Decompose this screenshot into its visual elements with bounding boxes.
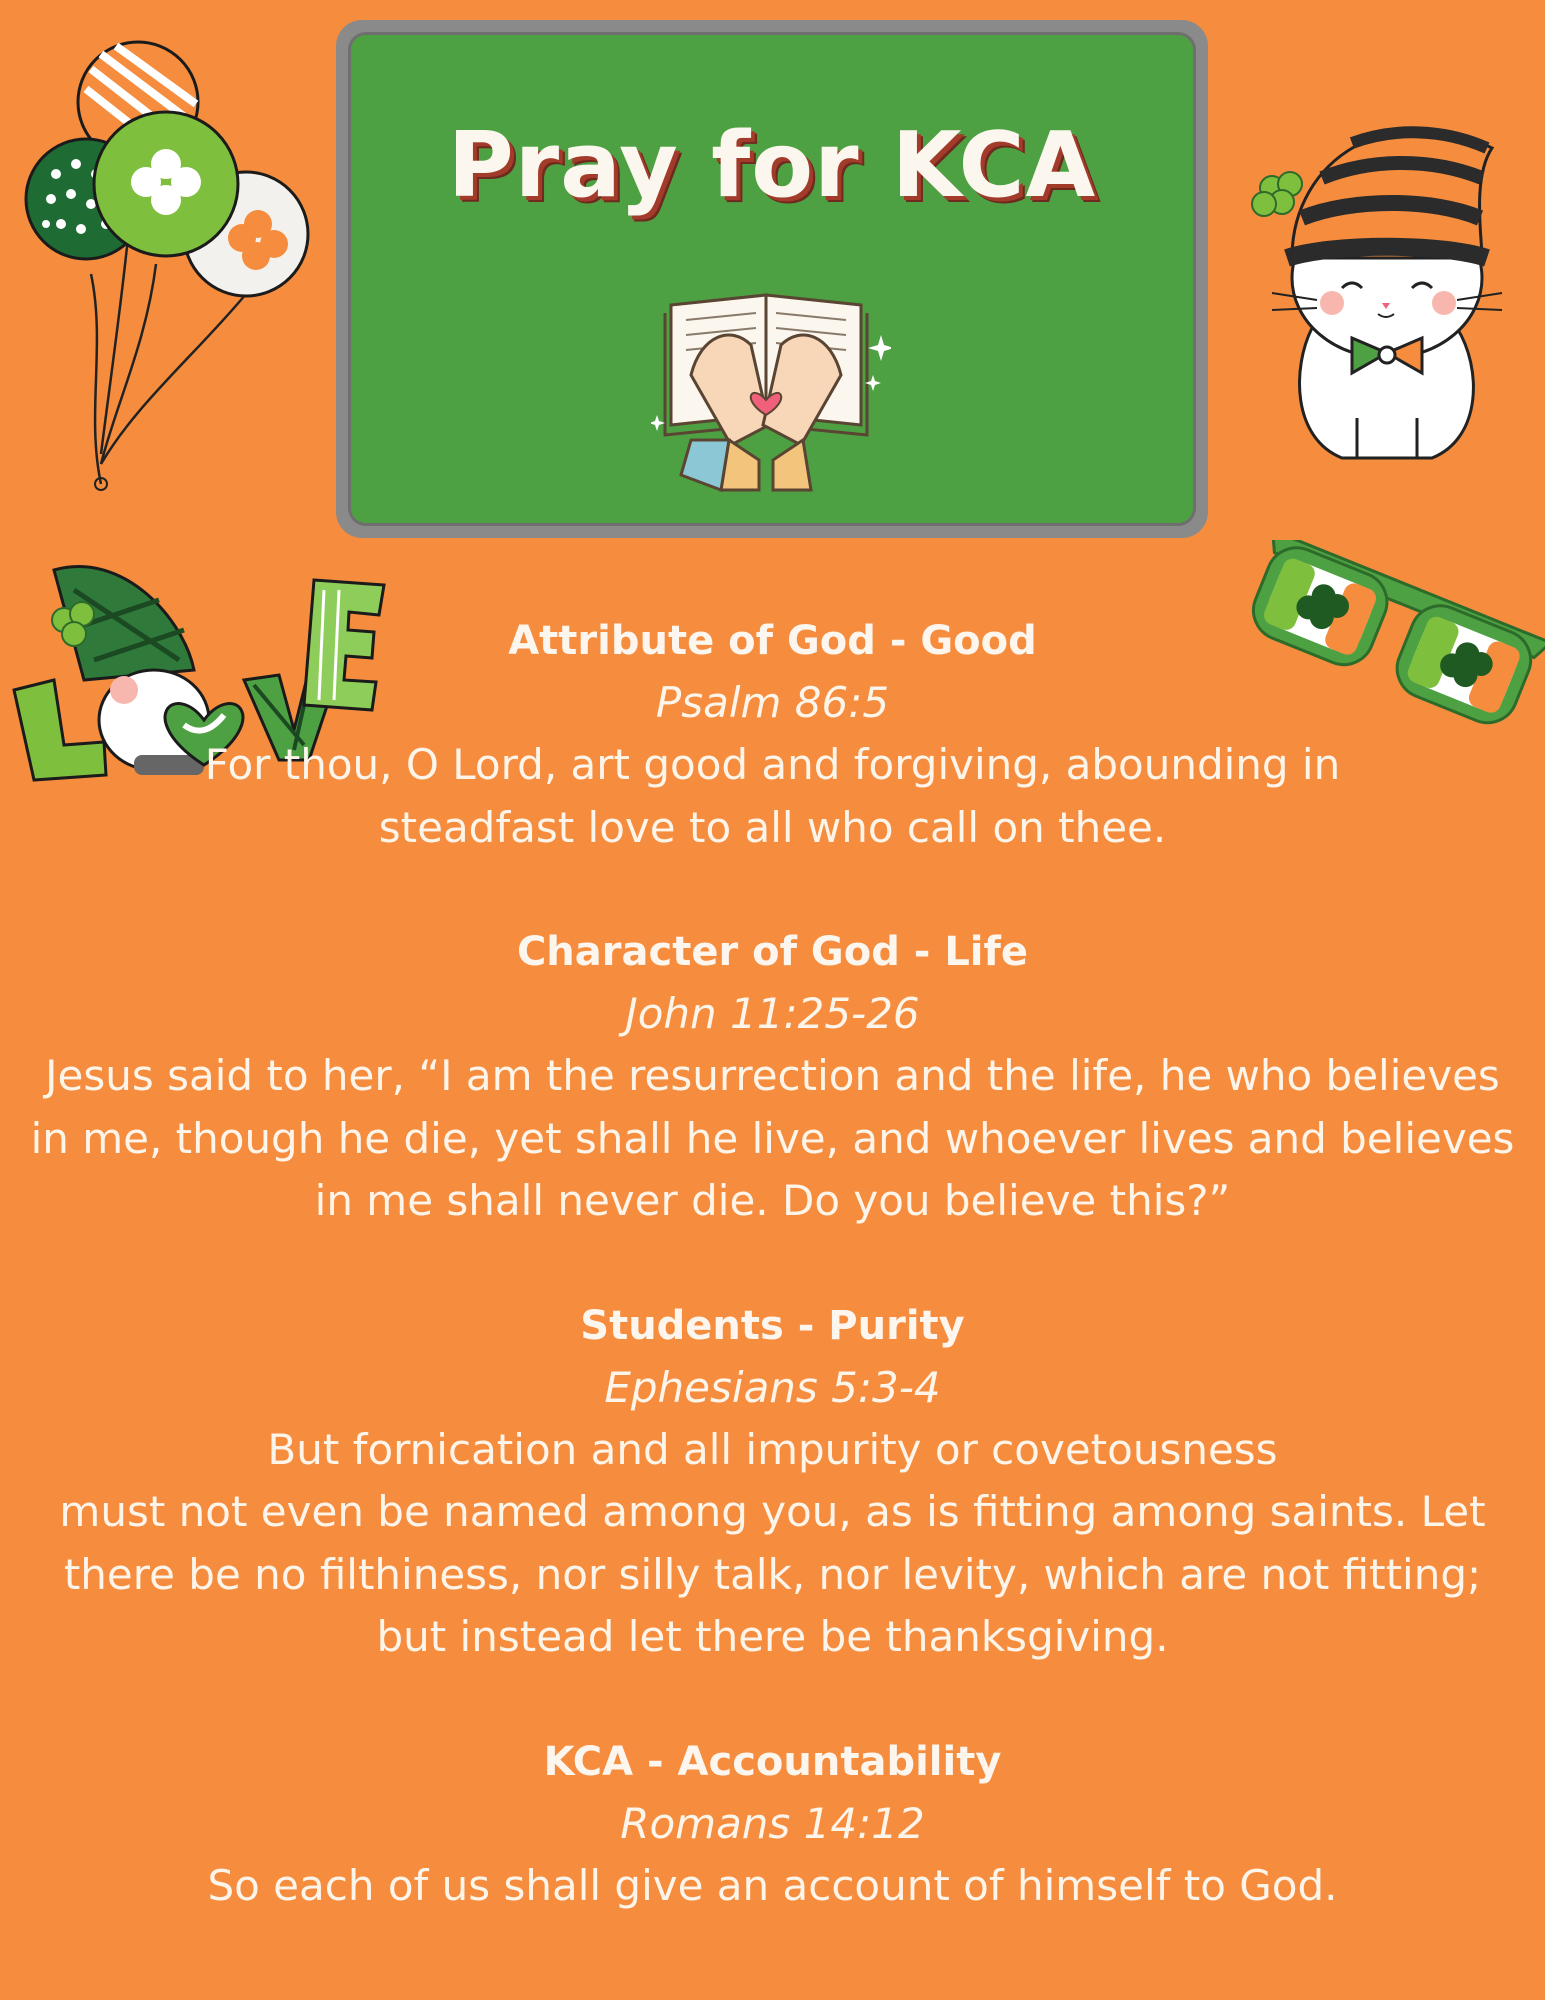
- section-students: [0, 1295, 1545, 1669]
- bible-hands-heart-icon: [651, 265, 891, 495]
- scripture-line: must not even be named among you, as is fitting among saints. Let: [59, 1487, 1486, 1536]
- scripture-text: [0, 734, 1545, 859]
- scripture-text: [0, 1419, 1545, 1669]
- scripture-line: steadfast love to all who call on thee.: [378, 802, 1167, 852]
- scripture-line: Jesus said to her, “I am the resurrection and the life, he who believes: [45, 1051, 1500, 1100]
- section-heading: Character of God - Life: [516, 929, 1029, 975]
- title-board-inner: [348, 32, 1196, 526]
- scripture-reference: Psalm 86:5: [655, 678, 890, 727]
- title-board: [336, 20, 1208, 538]
- scripture-line: So each of us shall give an account of himself to God.: [207, 1860, 1338, 1910]
- scripture-line: in me shall never die. Do you believe this?”: [314, 1176, 1231, 1225]
- prayer-content: [0, 610, 1545, 1979]
- section-character: [0, 921, 1545, 1233]
- scripture-line: But fornication and all impurity or covetousness: [267, 1424, 1278, 1474]
- section-heading: Students - Purity: [580, 1302, 965, 1349]
- scripture-reference: Ephesians 5:3-4: [604, 1362, 941, 1412]
- section-heading: Attribute of God - Good: [508, 618, 1037, 664]
- scripture-reference: John 11:25-26: [625, 989, 920, 1038]
- section-kca: [0, 1731, 1545, 1918]
- scripture-line: but instead let there be thanksgiving.: [376, 1612, 1169, 1661]
- cat-with-hat-icon: [1232, 88, 1532, 468]
- section-attribute: [0, 610, 1545, 859]
- scripture-line: in me, though he die, yet shall he live, and whoever lives and believes: [30, 1113, 1515, 1163]
- scripture-text: [0, 1855, 1545, 1918]
- balloons-icon: [16, 24, 316, 494]
- scripture-line: there be no filthiness, nor silly talk, nor levity, which are not fitting;: [63, 1549, 1482, 1599]
- scripture-text: [0, 1045, 1545, 1233]
- section-heading: KCA - Accountability: [543, 1738, 1002, 1785]
- page-title: Pray for KCA: [447, 113, 1097, 218]
- scripture-line: For thou, O Lord, art good and forgiving, abounding in: [204, 740, 1341, 789]
- scripture-reference: Romans 14:12: [620, 1798, 925, 1848]
